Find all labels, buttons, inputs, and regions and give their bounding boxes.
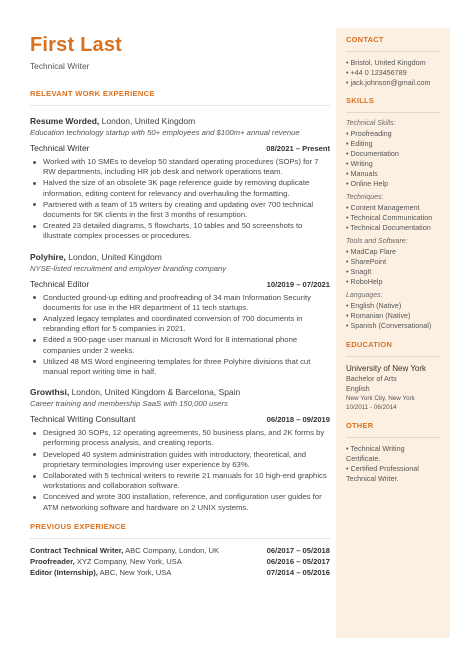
other-item: • Technical Writing Certificate. (346, 444, 405, 463)
skill-item: • Spanish (Conversational) (346, 321, 432, 330)
previous-role-company: ABC, New York, USA (97, 567, 172, 577)
skill-item: • Editing (346, 139, 373, 148)
section-divider (346, 51, 440, 52)
role-title: Technical Writing Consultant (30, 414, 136, 425)
bullet-item (30, 450, 330, 470)
contact-location: • Bristol, United Kingdom (346, 58, 426, 67)
experience-heading: RELEVANT WORK EXPERIENCE (30, 89, 155, 98)
bullet-icon (33, 318, 36, 321)
skill-item: • SnagIt (346, 267, 372, 276)
skill-group-label: Languages: (346, 292, 383, 299)
previous-role-company: XYZ Company, New York, USA (74, 556, 182, 566)
role-title: Technical Editor (30, 278, 90, 289)
bullet-list (30, 157, 330, 242)
bullet-item (30, 178, 330, 198)
skill-group-label: Technical Skills: (346, 120, 396, 127)
skill-item: • Romanian (Native) (346, 311, 411, 320)
skill-item: • SharePoint (346, 257, 387, 266)
education-school: University of New York (346, 364, 427, 373)
education-heading: EDUCATION (346, 340, 393, 349)
main-column (30, 34, 330, 578)
section-divider (346, 112, 440, 113)
skill-item: • RoboHelp (346, 277, 383, 286)
company-name: Polyhire, (30, 251, 66, 262)
previous-role-row (30, 545, 330, 556)
skill-item: • Technical Documentation (346, 223, 431, 232)
bullet-list (30, 428, 330, 513)
bullet-text: Collaborated with 5 technical writers to rewrite 21 manuals for 10 high-end graphics workstations and collaboration software. (43, 471, 327, 491)
previous-experience-section (30, 522, 330, 578)
skill-item: • Proofreading (346, 129, 392, 138)
contact-email[interactable]: • jack.johnson@gmail.com (346, 78, 431, 87)
skill-group-label: Techniques: (346, 194, 384, 201)
previous-role-dates: 06/2016 – 05/2017 (266, 556, 330, 566)
company-line (30, 252, 330, 263)
bullet-text: Developed 40 system administration guides with introductory, theoretical, and proprietary terminologies improving user experience by 63%. (43, 449, 307, 469)
previous-role-row (30, 556, 330, 567)
role-dates: 08/2021 – Present (266, 144, 330, 153)
job-entry (30, 387, 330, 513)
education-degree: Bachelor of Arts (346, 374, 397, 383)
job-entry (30, 116, 330, 242)
bullet-item (30, 221, 330, 241)
bullet-item (30, 357, 330, 377)
bullet-item (30, 428, 330, 448)
skill-item: • Content Management (346, 203, 420, 212)
previous-role-row (30, 567, 330, 578)
skill-item: • Manuals (346, 169, 378, 178)
education-field: English (346, 384, 370, 393)
company-location: London, United Kingdom (99, 116, 196, 126)
company-line (30, 116, 330, 127)
company-description: Career training and membership SaaS with 150,000 users (30, 399, 228, 409)
previous-heading: PREVIOUS EXPERIENCE (30, 521, 127, 531)
contact-phone: • +44 0 123456789 (346, 68, 407, 77)
bullet-text: Utilized 48 MS Word engineering templates for three Polyhire divisions that cut manual report writing time in half. (43, 356, 311, 377)
skill-item: • Writing (346, 159, 373, 168)
role-row (30, 143, 330, 153)
previous-role-title: Editor (Internship), (30, 567, 98, 577)
education-place: New York City, New York (346, 395, 415, 402)
bullet-item (30, 200, 330, 220)
company-location: London, United Kingdom (65, 251, 162, 262)
bullet-item (30, 335, 330, 355)
previous-role-title: Contract Technical Writer, (30, 545, 124, 555)
role-row (30, 279, 330, 289)
bullet-item (30, 314, 330, 334)
bullet-text: Conceived and wrote 300 installation, reference, and configuration user guides for ATM networking software and hardware on 2 UNIX systems. (43, 492, 322, 512)
bullet-text: Created 23 detailed diagrams, 5 flowcharts, 10 tables and 50 screenshots to illustrate complex processes or procedures. (43, 221, 303, 241)
role-dates: 10/2019 – 07/2021 (266, 279, 330, 289)
bullet-icon (33, 475, 36, 478)
previous-role-company: ABC Company, London, UK (123, 545, 220, 555)
bullet-icon (33, 339, 36, 342)
candidate-name: First Last (30, 34, 123, 56)
bullet-icon (33, 432, 36, 435)
bullet-item (30, 471, 330, 491)
company-location: London, United Kingdom & Barcelona, Spain (69, 387, 241, 398)
bullet-item (30, 492, 330, 512)
company-description: Education technology startup with 50+ employees and $100m+ annual revenue (30, 128, 300, 137)
bullet-icon (33, 225, 36, 228)
previous-role-dates: 06/2017 – 05/2018 (266, 545, 330, 555)
bullet-icon (33, 360, 36, 363)
bullet-text: Halved the size of an obsolete 3K page reference guide by removing duplicate information, editing content for relevancy and overhauling the formatting. (43, 178, 310, 198)
job-title: Technical Writer (30, 61, 90, 71)
education-dates: 10/2011 - 06/2014 (346, 404, 397, 411)
bullet-text: Partnered with a team of 15 writers by creating and updating over 700 technical documents for 5K clients in the first 3 months of resumption. (43, 199, 314, 220)
section-divider (30, 105, 330, 106)
bullet-item (30, 157, 330, 177)
skill-item: • Documentation (346, 149, 399, 158)
other-section (346, 421, 440, 484)
role-title: Technical Writer (30, 143, 90, 153)
contact-section (346, 35, 440, 88)
skill-item: • Online Help (346, 179, 389, 188)
company-name: Growthsi, (30, 387, 70, 398)
skill-item: • MadCap Flare (346, 247, 397, 256)
section-divider (346, 356, 440, 357)
job-entry (30, 252, 330, 378)
previous-role-dates: 07/2014 – 05/2016 (266, 567, 330, 577)
bullet-text: Worked with 10 SMEs to develop 50 standard operating procedures (SOPs) for 7 RW departments, including HR job desk and network operations team. (43, 157, 319, 177)
bullet-text: Analyzed legacy templates and coordinated conversion of 700 documents in rebranding effort for 5 companies in 2021. (43, 314, 303, 334)
skills-heading: SKILLS (346, 96, 375, 105)
section-divider (346, 437, 440, 438)
bullet-icon (33, 496, 36, 499)
company-line (30, 387, 330, 398)
bullet-item (30, 293, 330, 313)
skills-section (346, 96, 440, 331)
experience-section (30, 89, 330, 513)
previous-role-title: Proofreader, (30, 556, 75, 566)
other-item: Technical Writer. (346, 474, 399, 483)
role-dates: 06/2018 – 09/2019 (266, 415, 330, 425)
other-heading: OTHER (346, 421, 374, 430)
bullet-icon (33, 296, 36, 299)
bullet-list (30, 293, 330, 378)
contact-heading: CONTACT (346, 35, 384, 44)
skill-item: • Technical Communication (346, 213, 433, 222)
education-section (346, 340, 440, 412)
company-name: Resume Worded, (30, 116, 100, 126)
sidebar (336, 28, 450, 638)
bullet-text: Designed 30 SOPs, 12 operating agreements, 50 business plans, and 2K forms by performing process analysis, and creating reports. (43, 428, 325, 448)
company-description: NYSE-listed recruitment and employer branding company (30, 263, 227, 273)
skill-group-label: Tools and Software: (346, 238, 408, 245)
skill-item: • English (Native) (346, 301, 402, 310)
other-item: • Certified Professional (346, 464, 419, 473)
bullet-text: Conducted ground-up editing and proofreading of 34 main Information Security documents for use in the HR department of 11 tech startups. (43, 292, 311, 312)
section-divider (30, 538, 330, 539)
role-row (30, 414, 330, 424)
bullet-icon (33, 203, 36, 206)
bullet-icon (33, 182, 36, 185)
bullet-icon (33, 453, 36, 456)
bullet-icon (33, 161, 36, 164)
bullet-text: Edited a 900-page user manual in Microsoft Word for 8 international phone companies under 2 weeks. (43, 335, 298, 355)
